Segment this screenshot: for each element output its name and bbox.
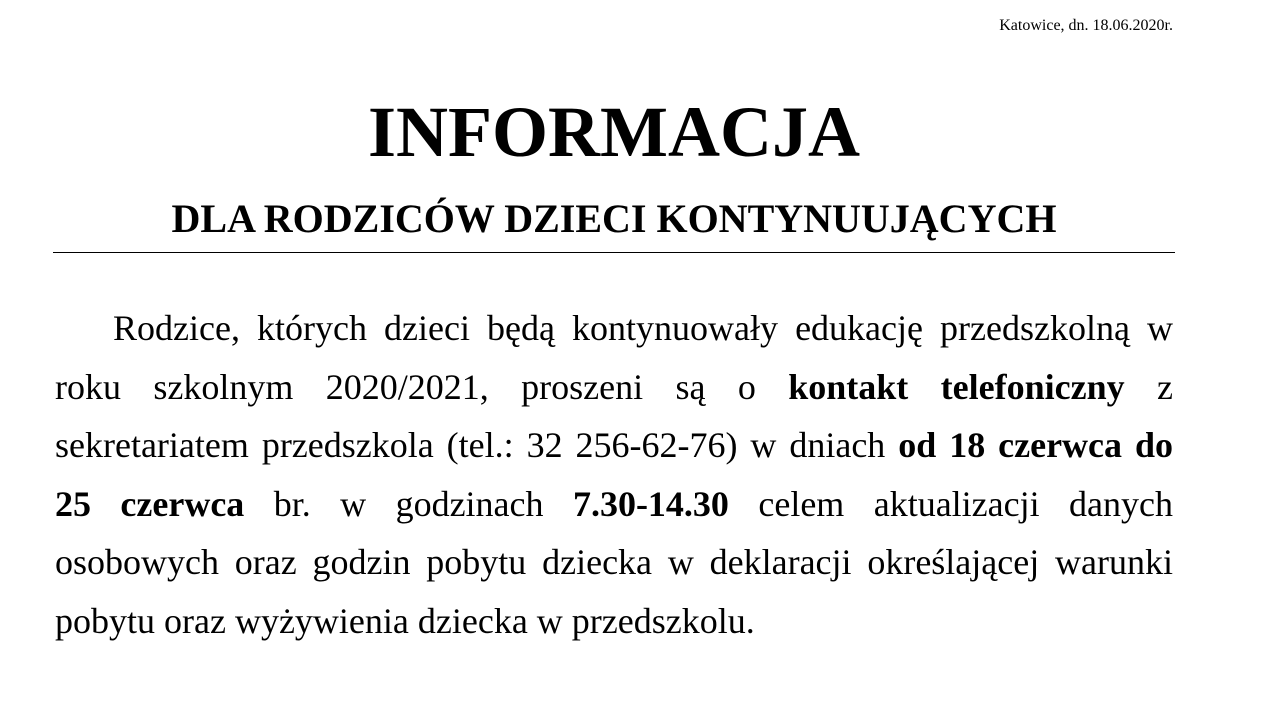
body-text-part-1: Rodzice, których dzieci będą kontynuowały edukację przedszkolną w roku szkolnym 2020/2021, proszeni są o [55,308,1173,407]
document-date: Katowice, dn. 18.06.2020r. [999,17,1173,34]
document-title: INFORMACJA [368,92,860,172]
title-divider [53,252,1175,253]
body-text-part-4: celem aktualizacji danych osobowych oraz godzin pobytu dziecka w deklaracji określającej warunki pobytu oraz wyżywienia dziecka w przedszkolu. [55,483,1173,641]
body-emphasis-hours: 7.30-14.30 [572,483,729,524]
body-emphasis-contact: kontakt telefoniczny [788,366,1125,407]
document-subtitle: DLA RODZICÓW DZIECI KONTYNUUJĄCYCH [171,196,1057,241]
body-text-part-3: br. w godzinach [244,483,573,524]
body-emphasis-dates: od 18 czerwca do 25 czerwca [55,425,1173,524]
body-paragraph [55,299,1173,650]
body-text-part-2: z sekretariatem przedszkola (tel.: 32 256-62-76) w dniach [55,366,1173,465]
